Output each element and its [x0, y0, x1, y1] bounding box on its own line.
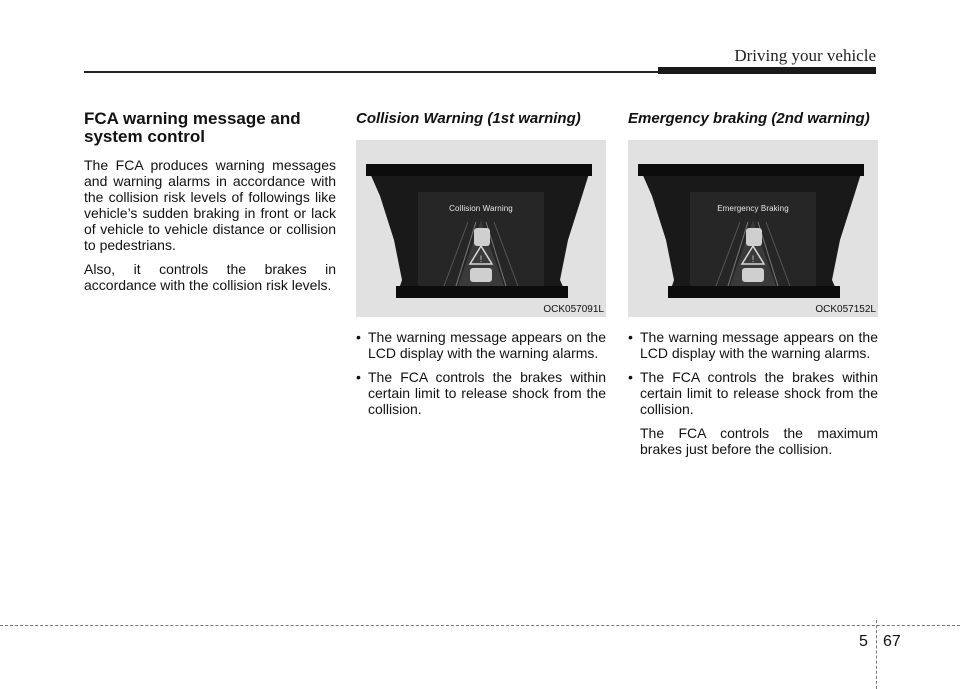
list-item [356, 329, 606, 361]
footer-dashed-rule [0, 625, 960, 626]
own-car-icon [742, 268, 764, 282]
header-rule-thin [84, 71, 660, 73]
column-collision-warning [356, 110, 606, 425]
figure-code: OCK057152L [815, 304, 876, 315]
svg-text:!: ! [751, 254, 755, 264]
column-emergency-braking [628, 110, 878, 465]
bullet-text: The warning message appears on the LCD display with the warning alarms. [640, 329, 878, 361]
footer-divider [876, 620, 877, 689]
own-car-icon [470, 268, 492, 282]
list-item [356, 369, 606, 417]
bullet-icon: • [628, 329, 633, 345]
display-message: Emergency Braking [717, 204, 789, 213]
display-message: Collision Warning [449, 204, 513, 213]
bullet-icon: • [356, 329, 361, 345]
cluster-display-illustration [628, 140, 878, 317]
bullet-continuation: The FCA controls the maximum brakes just before the collision. [640, 425, 878, 457]
list-item [628, 369, 878, 457]
figure-emergency-braking [628, 140, 878, 317]
page-number: 67 [883, 633, 901, 650]
header-title: Driving your vehicle [734, 46, 876, 65]
section-number: 5 [859, 633, 868, 650]
bullet-text: The FCA controls the brakes within certain limit to release shock from the collision. [640, 369, 878, 417]
bullet-list [628, 329, 878, 457]
bullet-text: The warning message appears on the LCD display with the warning alarms. [368, 329, 606, 361]
section-heading: FCA warning message and system control [84, 109, 301, 146]
subsection-heading: Emergency braking (2nd warning) [628, 110, 870, 127]
bullet-icon: • [628, 369, 633, 385]
list-item [628, 329, 878, 361]
body-paragraph-1: The FCA produces warning messages and warning alarms in accordance with the collision risk levels of followings like vehicle’s sudden braking in front or lack of vehicle to vehicle distance or collision to pedestrians. [84, 157, 336, 253]
bullet-list [356, 329, 606, 417]
bullet-icon: • [356, 369, 361, 385]
column-fca-control [84, 110, 336, 301]
body-paragraph-2: Also, it controls the brakes in accordance with the collision risk levels. [84, 261, 336, 293]
bullet-text: The FCA controls the brakes within certain limit to release shock from the collision. [368, 369, 606, 417]
car-ahead-icon [746, 228, 762, 246]
cluster-display-illustration [356, 140, 606, 317]
car-ahead-icon [474, 228, 490, 246]
svg-text:!: ! [479, 254, 483, 264]
figure-collision-warning [356, 140, 606, 317]
header-rule-thick [658, 67, 876, 74]
figure-code: OCK057091L [543, 304, 604, 315]
subsection-heading: Collision Warning (1st warning) [356, 110, 581, 127]
